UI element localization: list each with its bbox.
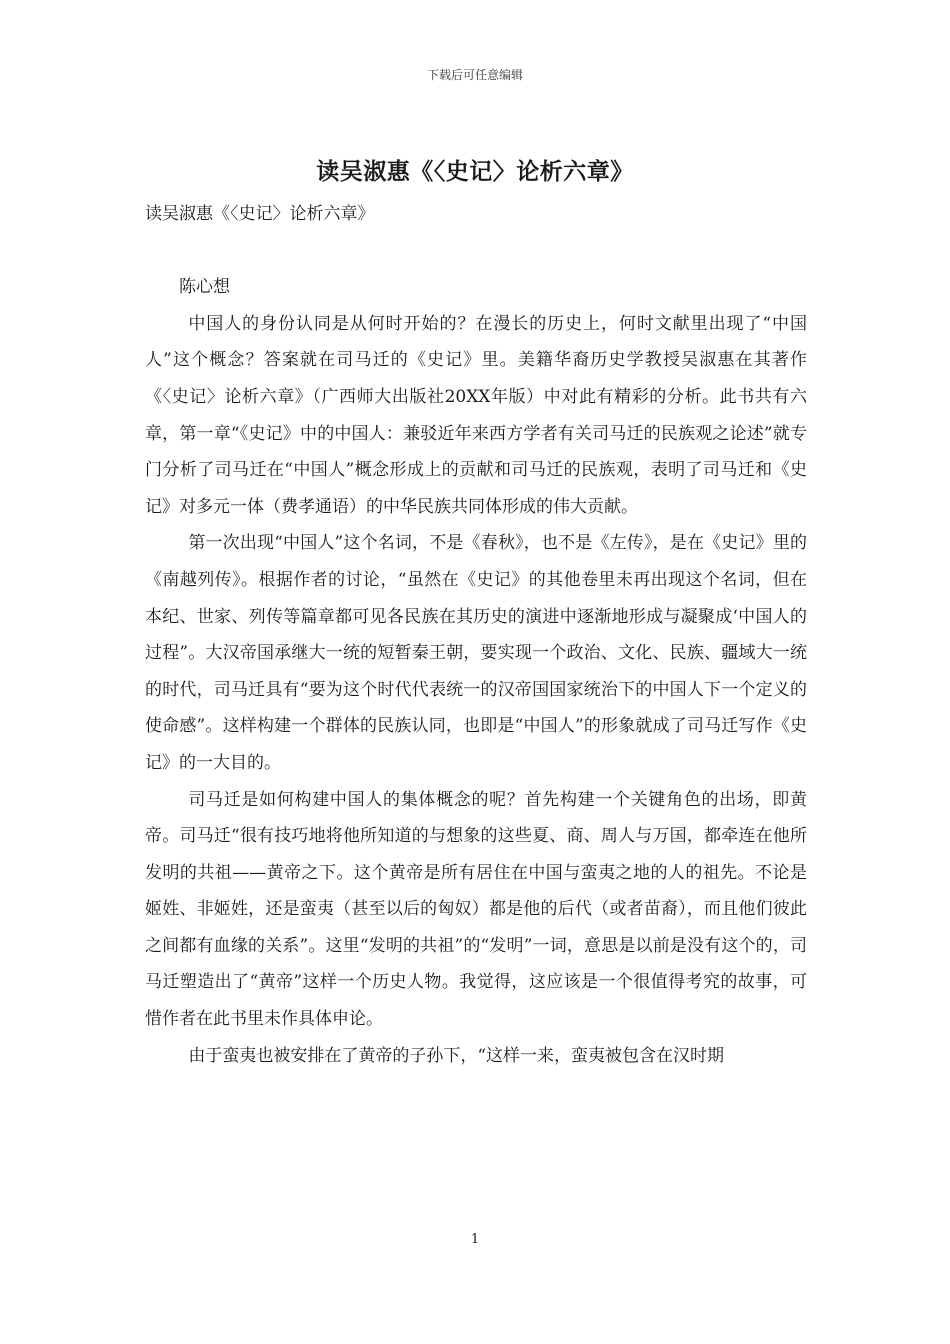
document-body	[145, 196, 807, 1074]
document-title: 读吴淑惠《〈史记〉论析六章》	[316, 158, 634, 185]
page-header: 下载后可任意编辑	[426, 68, 523, 82]
page-number: 1	[470, 1232, 480, 1247]
body-paragraph: 第一次出现“中国人”这个名词，不是《春秋》，也不是《左传》，是在《史记》里的《南越列传》。根据作者的讨论，“虽然在《史记》的其他卷里未再出现这个名词，但在本纪、世家、列传等篇章都可见各民族在其历史的演进中逐渐地形成与凝聚成‘中国人的过程”。大汉帝国承继大一统的短暂秦王朝，要实现一个政治、文化、民族、疆域大一统的时代，司马迁具有“要为这个时代代表统一的汉帝国国家统治下的中国人下一个定义的使命感”。这样构建一个群体的民族认同，也即是“中国人”的形象就成了司马迁写作《史记》的一大目的。	[145, 533, 807, 773]
body-paragraph: 中国人的身份认同是从何时开始的？在漫长的历史上，何时文献里出现了“中国人”这个概念？答案就在司马迁的《史记》里。美籍华裔历史学教授吴淑惠在其著作《〈史记〉论析六章》（广西师大出版社20XX年版）中对此有精彩的分析。此书共有六章，第一章“《史记》中的中国人：兼驳近年来西方学者有关司马迁的民族观之论述”就专门分析了司马迁在“中国人”概念形成上的贡献和司马迁的民族观，表明了司马迁和《史记》对多元一体（费孝通语）的中华民族共同体形成的伟大贡献。	[145, 313, 807, 517]
body-paragraph: 司马迁是如何构建中国人的集体概念的呢？首先构建一个关键角色的出场，即黄帝。司马迁“很有技巧地将他所知道的与想象的这些夏、商、周人与万国，都牵连在他所发明的共祖——黄帝之下。这个黄帝是所有居住在中国与蛮夷之地的人的祖先。不论是姬姓、非姬姓，还是蛮夷（甚至以后的匈奴）都是他的后代（或者苗裔），而且他们彼此之间都有血缘的关系”。这里“发明的共祖”的“发明”一词，意思是以前是没有这个的，司马迁塑造出了“黄帝”这样一个历史人物。我觉得，这应该是一个很值得考究的故事，可惜作者在此书里未作具体申论。	[145, 789, 807, 1030]
blank-line	[145, 233, 807, 270]
document-subtitle: 读吴淑惠《〈史记〉论析六章》	[145, 204, 375, 224]
body-paragraph: 由于蛮夷也被安排在了黄帝的子孙下，“这样一来，蛮夷被包含在汉时期	[188, 1045, 725, 1066]
author-name: 陈心想	[179, 277, 230, 298]
